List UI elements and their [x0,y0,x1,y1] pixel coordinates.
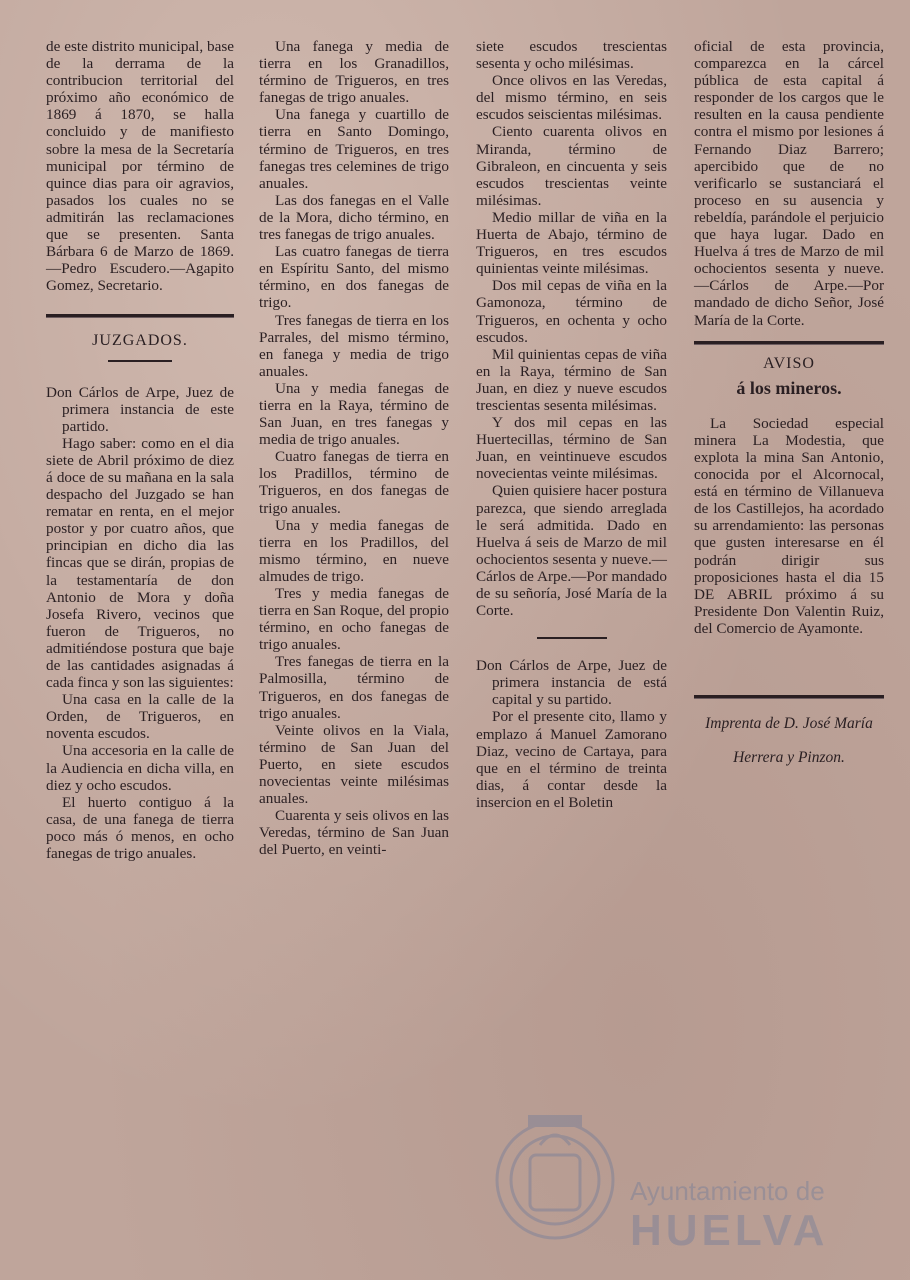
judge-intro: Don Cárlos de Arpe, Juez de primera instancia de este partido. [46,383,234,435]
watermark-line-1: Ayuntamiento de [630,1176,825,1206]
summons-paragraph: Por el presente cito, llamo y emplazo á Manuel Zamorano Diaz, vecino de Cartaya, para que en el término de treinta dias, á contar desde la insercion en el Boletin [476,708,667,811]
property-item: Veinte olivos en la Viala, término de San Juan del Puerto, en siete escudos novecientas veinte milésimas anuales. [259,721,449,808]
column-4 [694,38,884,775]
watermark-line-2: HUELVA [630,1206,829,1255]
property-item: Ciento cuarenta olivos en Miranda, término de Gibraleon, en cincuenta y seis escudos trescientas veinte milésimas. [476,123,667,209]
column-2 [259,38,449,859]
crest-banner-text: EN VERSO [531,1117,579,1127]
property-item: Una y media fanegas de tierra en la Raya, término de San Juan, en tres fanegas y media de trigo anuales. [259,379,449,449]
summons-continued: oficial de esta provincia, comparezca en la cárcel pública de esta capital á responder de los cargos que le resulten en la causa pendiente contra el mismo por lesiones á Fernando Diaz Barrero; apercibido que de no verificarlo se sustanciará el proceso en su ausencia y rebeldía, parándole el perjuicio que haya lugar. Dado en Huelva á tres de Marzo de mil ochocientos sesenta y nueve.—Cárlos de Arpe.—Por mandado de dicho Señor, José María de la Corte. [694,38,884,329]
property-item: Mil quinientas cepas de viña en la Raya, término de San Juan, en diez y nueve escudos trescientas sesenta milésimas. [476,345,667,414]
property-item: Una y media fanegas de tierra en los Pradillos, del mismo término, en nueve almudes de trigo. [259,516,449,585]
aviso-text: La Sociedad especial minera La Modestia, que explota la mina San Antonio, conocida por el Alcornocal, está en término de Villanueva de los Castillejos, ha acordado su arrendamiento: las personas que gusten interesarse en él podrán dirigir sus proposiciones hasta el dia 15 DE ABRIL próximo á su Presidente Don Valentin Ruiz, del Comercio de Ayamonte. [694,414,884,637]
column-3 [476,38,667,811]
property-item: Cuarenta y seis olivos en las Veredas, término de San Juan del Puerto, en veinti- [259,807,449,859]
property-item: Tres y media fanegas de tierra en San Roque, del propio término, en ocho fanegas de trigo anuales. [259,585,449,654]
property-item: Una fanega y media de tierra en los Granadillos, término de Trigueros, en tres fanegas de trigo anuales. [259,38,449,107]
ayuntamiento-watermark [490,1085,830,1275]
property-item: Las cuatro fanegas de tierra en Espíritu Santo, del mismo término, en dos fanegas de trigo. [259,243,449,312]
property-item: Las dos fanegas en el Valle de la Mora, dicho término, en tres fanegas de trigo anuales. [259,191,449,244]
property-item: Once olivos en las Veredas, del mismo término, en seis escudos seiscientas milésimas. [476,72,667,124]
aviso-title: AVISO [763,354,815,372]
aviso-subtitle: á los mineros. [736,377,842,398]
property-item: Dos mil cepas de viña en la Gamonoza, término de Trigueros, en ochenta y ocho escudos. [476,277,667,346]
municipal-notice: de este distrito municipal, base de la derrama de la contribucion territorial del próximo año económico de 1869 á 1870, se halla concluido y de manifiesto sobre la mesa de la Secretaría municipal por término de quince dias para oir agravios, pasados los cuales no se admitirán las reclamaciones que se presenten. Santa Bárbara 6 de Marzo de 1869.—Pedro Escudero.—Agapito Gomez, Secretario. [46,38,234,295]
imprint-line-2: Herrera y Pinzon. [733,749,845,766]
edict-paragraph: Hago saber: como en el dia siete de Abril próximo de diez á doce de su mañana en la sala despacho del Juzgado se han rematar en renta, en el mejor postor y por cuatro años, que principian en dicho dia las fincas que se dirán, propias de la testamentaría de don Antonio de Mora y doña Josefa Rivero, vecinos que fueron de Trigueros, no admitiéndose postura que baje de las cantidades asignadas á cada finca y son las siguientes: [46,434,234,692]
property-item: Una accesoria en la calle de la Audiencia en dicha villa, en diez y ocho escudos. [46,742,234,794]
crest-icon [497,1122,613,1238]
property-item: El huerto contiguo á la casa, de una fanega de tierra poco más ó menos, en ocho fanegas de trigo anuales. [46,793,234,863]
property-item: Una casa en la calle de la Orden, de Trigueros, en noventa escudos. [46,691,234,743]
imprint-line-1: Imprenta de D. José María [705,715,873,732]
property-item: Tres fanegas de tierra en los Parrales, del mismo término, en fanega y media de trigo anuales. [259,311,449,380]
property-item: Tres fanegas de tierra en la Palmosilla, término de Trigueros, en dos fanegas de trigo anuales. [259,653,449,722]
edict-closing: Quien quisiere hacer postura parezca, que siendo arreglada le será admitida. Dado en Huelva á seis de Marzo de mil ochocientos sesenta y nueve.—Cárlos de Arpe.—Por mandado de su señoría, José María de la Corte. [476,482,667,620]
column-1 [46,38,234,862]
property-item: Una fanega y cuartillo de tierra en Santo Domingo, término de Trigueros, en tres fanegas tres celemines de trigo anuales. [259,106,449,192]
property-item: Cuatro fanegas de tierra en los Pradillos, término de Trigueros, en dos fanegas de trigo anuales. [259,448,449,517]
property-item: Medio millar de viña en la Huerta de Abajo, término de Trigueros, en tres escudos quinientas veinte milésimas. [476,208,667,278]
property-item-continued: siete escudos trescientas sesenta y ocho milésimas. [476,38,667,73]
judge-intro: Don Cárlos de Arpe, Juez de primera instancia de está capital y su partido. [476,657,667,709]
property-item: Y dos mil cepas en las Huertecillas, término de San Juan, en veintinueve escudos novecientas veinte milésimas. [476,414,667,483]
section-heading: JUZGADOS. [92,332,188,350]
